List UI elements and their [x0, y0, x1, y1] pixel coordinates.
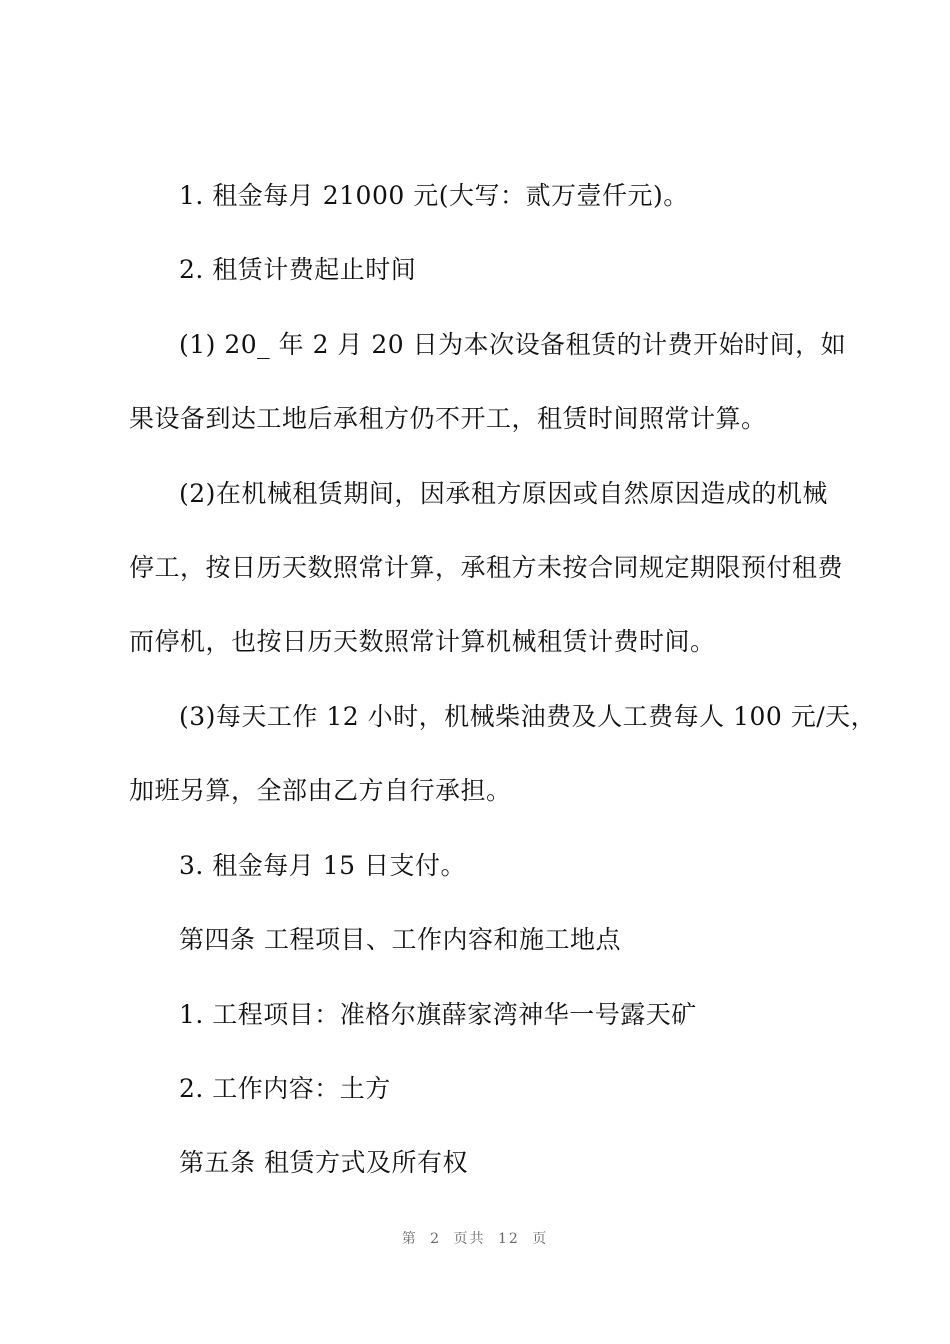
paragraph-item-2-line-3: 而停机，也按日历天数照常计算机械租赁计费时间。	[129, 627, 716, 656]
paragraph-project: 1. 工程项目：准格尔旗薛家湾神华一号露天矿	[179, 1000, 697, 1029]
paragraph-item-1-line-2: 果设备到达工地后承租方仍不开工，租赁时间照常计算。	[129, 404, 767, 433]
article-5-heading: 第五条 租赁方式及所有权	[179, 1148, 468, 1177]
paragraph-rent-amount: 1. 租金每月 21000 元(大写：贰万壹仟元)。	[179, 181, 689, 210]
paragraph-item-1-line-1: (1) 20_ 年 2 月 20 日为本次设备租赁的计费开始时间，如	[179, 330, 847, 359]
paragraph-payment-date: 3. 租金每月 15 日支付。	[179, 851, 467, 880]
article-4-heading: 第四条 工程项目、工作内容和施工地点	[179, 925, 621, 954]
paragraph-item-2-line-1: (2)在机械租赁期间，因承租方原因或自然原因造成的机械	[179, 479, 828, 508]
paragraph-work-content: 2. 工作内容：土方	[179, 1074, 391, 1103]
page-number-footer: 第 2 页共 12 页	[401, 1231, 549, 1247]
paragraph-item-2-line-2: 停工，按日历天数照常计算，承租方未按合同规定期限预付租费	[129, 553, 844, 582]
paragraph-billing-period-heading: 2. 租赁计费起止时间	[179, 255, 417, 284]
paragraph-item-3-line-2: 加班另算，全部由乙方自行承担。	[129, 776, 512, 805]
paragraph-item-3-line-1: (3)每天工作 12 小时，机械柴油费及人工费每人 100 元/天，	[179, 702, 877, 731]
